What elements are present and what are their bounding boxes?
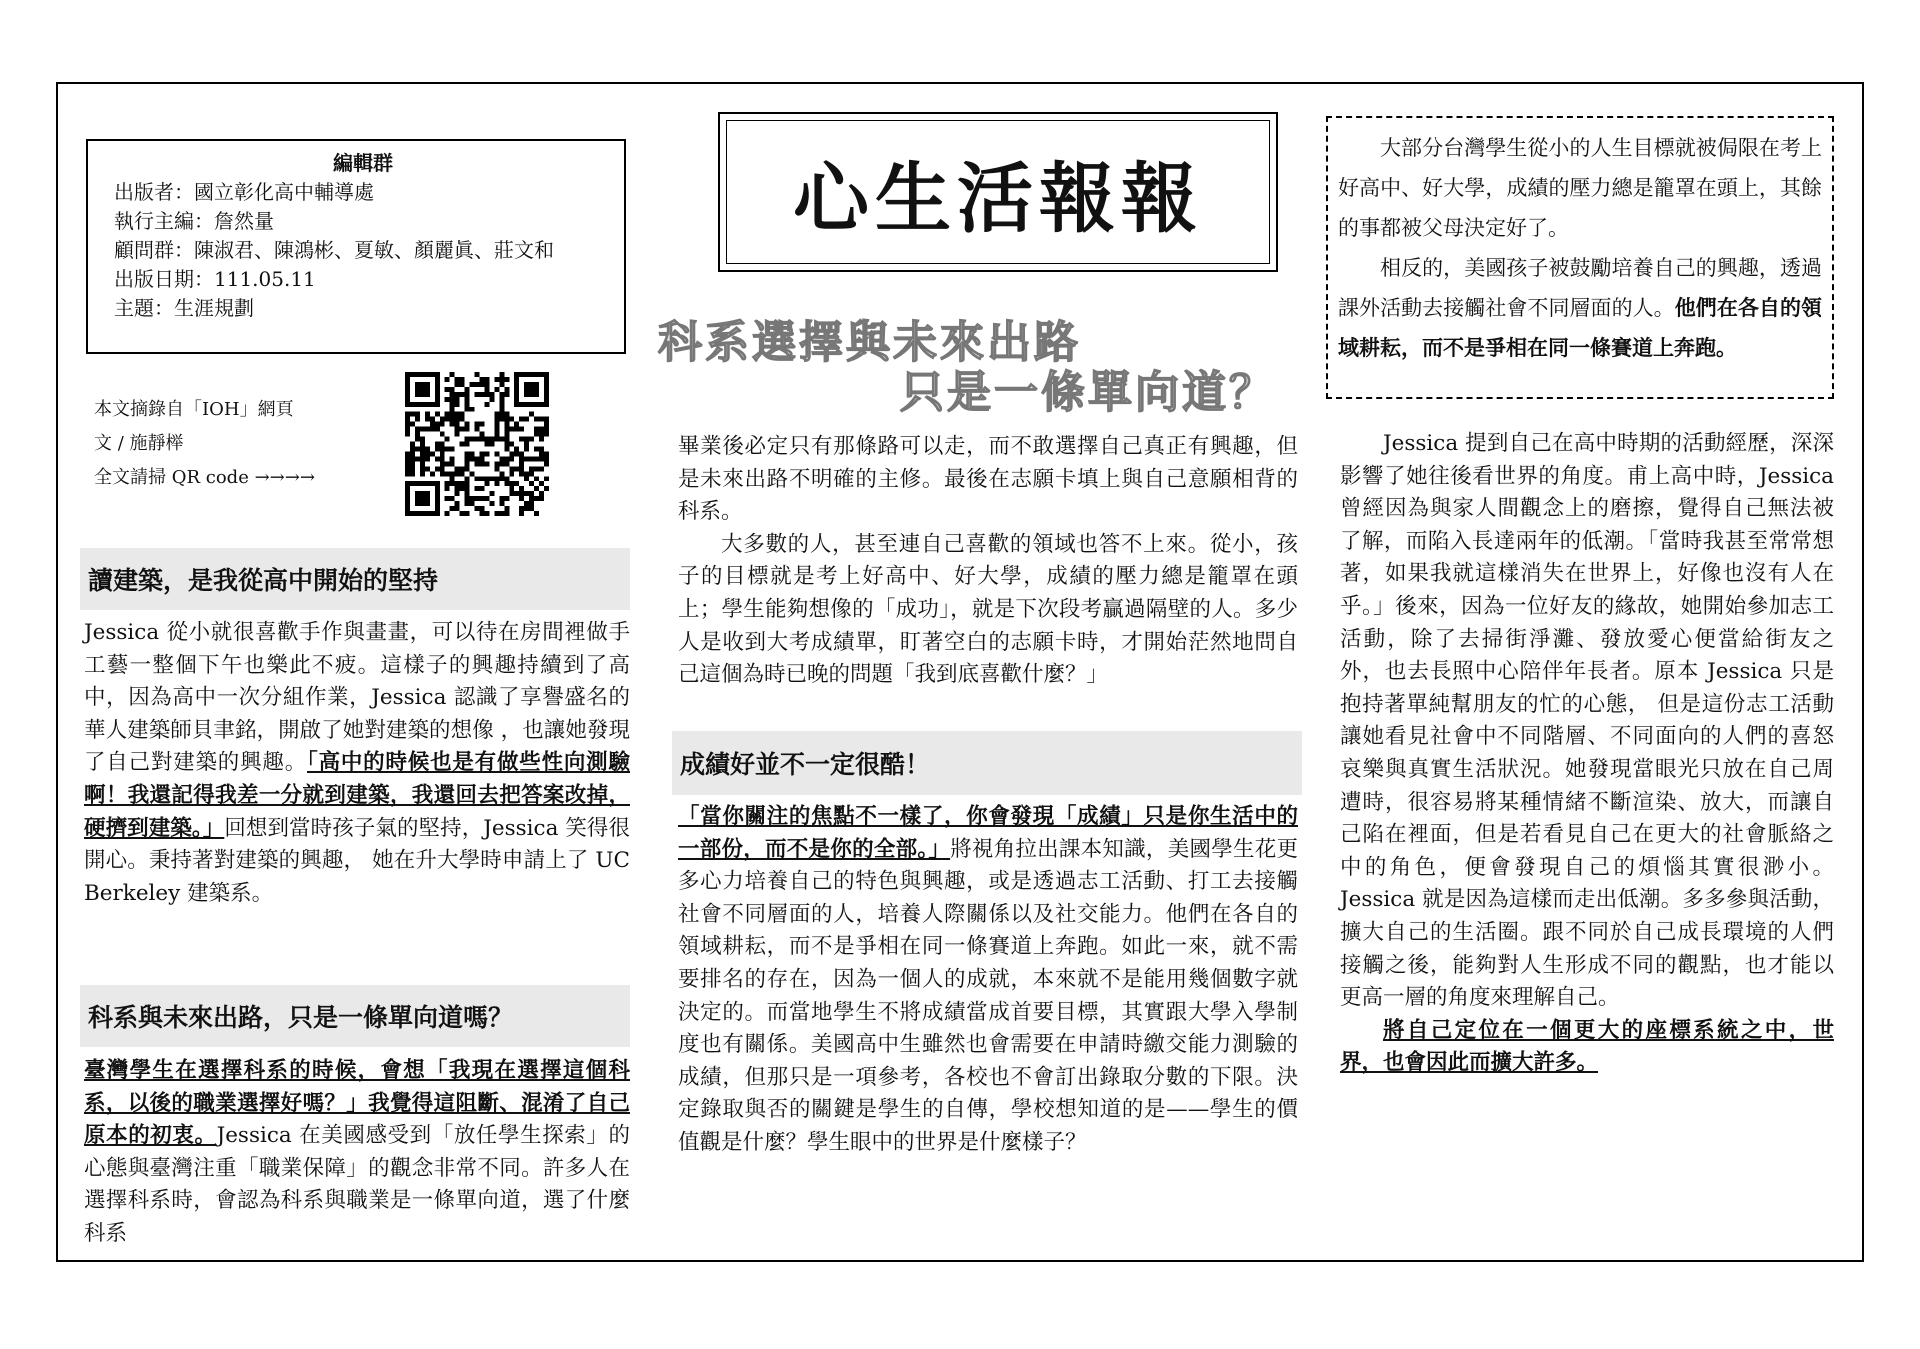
intro-text: 相反的，美國孩子被鼓勵培養自己的興趣，透過課外活動去接觸社會不同層面的人。 [1338, 256, 1822, 320]
source-line: 本文摘錄自「IOH」網頁 [94, 399, 294, 420]
editorial-line: 顧問群：陳淑君、陳鴻彬、夏敏、顏麗眞、莊文和 [114, 238, 554, 262]
section-heading: 成績好並不一定很酷！ [672, 731, 1302, 795]
section-body [678, 431, 1298, 692]
editorial-line: 執行主編：詹然量 [114, 209, 274, 233]
body-paragraph: 畢業後必定只有那條路可以走，而不敢選擇自己真正有興趣，但是未來出路不明確的主修。最後在志願卡填上與自己意願相背的科系。 [678, 434, 1298, 525]
masthead-title: 心生活報報 [726, 120, 1270, 264]
section-body [84, 617, 630, 910]
editorial-line: 出版者：國立彰化高中輔導處 [114, 180, 374, 204]
body-text: 回想到當時孩子氣的堅持，Jessica 笑得很開心。秉持著對建築的興趣， 她在升大學時申請上了 UC Berkeley 建築系。 [84, 815, 630, 906]
editorial-title: 編輯群 [333, 151, 393, 175]
author-line: 文 / 施靜榉 [94, 433, 184, 454]
section-body [84, 1055, 630, 1251]
qr-hint-line: 全文請掃 QR code →→→→ [94, 467, 315, 488]
body-paragraph: Jessica 提到自己在高中時期的活動經歷，深深影響了她往後看世界的角度。甫上高中時，Jessica 曾經因為與家人間觀念上的磨擦，覺得自己無法被了解，而陷入長達兩年的低潮。「當時我甚至常常想著，如果我就這樣消失在世界上，好像也沒有人在乎。」後來，因為一位好友的緣故，她開始參加志工活動，除了去掃街淨灘、發放愛心便當給街友之外，也去長照中心陪伴年長者。原本 Jessica 只是抱持著單純幫朋友的忙的心態， 但是這份志工活動讓她看見社會中不同階層、不同面向的人們的喜怒哀樂與真實生活狀況。她發現當眼光只放在自己周遭時，很容易將某種情緒不斷渲染、放大，而讓自己陷在裡面，但是若看見自己在更大的社會脈絡之中的角色，便會發現自己的煩惱其實很渺小。Jessica 就是因為這樣而走出低潮。多多參與活動，擴大自己的生活圈。跟不同於自己成長環境的人們接觸之後，能夠對人生形成不同的觀點，也才能以更高一層的角度來理解自己。 [1340, 431, 1834, 1011]
editorial-line: 出版日期：111.05.11 [114, 267, 316, 291]
masthead [718, 112, 1278, 272]
highlight-quote: 臺灣學生在選擇科系的時候，會想「我現在選擇這個科系，以後的職業選擇好嗎？」我覺得這阻斷、混淆了自己原本的初衷。 [84, 1058, 630, 1149]
highlight-quote: 「高中的時候也是有做些性向測驗啊！我還記得我差一分就到建築，我還回去把答案改掉，硬擠到建築。」 [84, 750, 630, 841]
intro-bold-text: 他們在各自的領域耕耘，而不是爭相在同一條賽道上奔跑。 [1338, 296, 1823, 360]
body-text: Jessica 在美國感受到「放任學生探索」的心態與臺灣注重「職業保障」的觀念非常不同。許多人在選擇科系時，會認為科系與職業是一條單向道，選了什麼科系 [84, 1123, 630, 1246]
section-body [678, 801, 1298, 1160]
section-heading: 讀建築，是我從高中開始的堅持 [80, 548, 630, 610]
highlight-quote: 「當你關注的焦點不一樣了，你會發現「成績」只是你生活中的一部份，而不是你的全部。」 [678, 804, 1298, 862]
article-title-line2: 只是一條單向道？ [900, 367, 1276, 418]
intro-box [1326, 116, 1834, 399]
section-heading: 科系與未來出路，只是一條單向道嗎？ [80, 985, 630, 1047]
qr-code-icon[interactable] [405, 372, 549, 516]
body-text: 將視角拉出課本知識，美國學生花更多心力培養自己的特色與興趣，或是透過志工活動、打工去接觸社會不同層面的人，培養人際關係以及社交能力。他們在各自的領域耕耘，而不是爭相在同一條賽道上奔跑。如此一來，就不需要排名的存在，因為一個人的成就，本來就不是能用幾個數字就決定的。而當地學生不將成績當成首要目標，其實跟大學入學制度也有關係。美國高中生雖然也會需要在申請時繳交能力測驗的成績，但那只是一項參考，各校也不會訂出錄取分數的下限。決定錄取與否的關鍵是學生的自傳，學校想知道的是——學生的價值觀是什麼？學生眼中的世界是什麼樣子？ [678, 836, 1298, 1155]
intro-paragraph: 大部分台灣學生從小的人生目標就被侷限在考上好高中、好大學，成績的壓力總是籠罩在頭上，其餘的事都被父母決定好了。 [1338, 136, 1822, 240]
article-title-line1: 科系選擇與未來出路 [658, 317, 1081, 368]
source-credit [94, 393, 315, 495]
body-paragraph: 大多數的人，甚至連自己喜歡的領域也答不上來。從小，孩子的目標就是考上好高中、好大學，成績的壓力總是籠罩在頭上；學生能夠想像的「成功」，就是下次段考贏過隔壁的人。多少人是收到大考成績單，盯著空白的志願卡時，才開始茫然地問自己這個為時已晚的問題「我到底喜歡什麼？」 [678, 531, 1298, 688]
closing-statement: 將自己定位在一個更大的座標系統之中，世界，也會因此而擴大許多。 [1340, 1017, 1834, 1076]
section-body [1340, 428, 1834, 1080]
body-text: Jessica 從小就很喜歡手作與畫畫，可以待在房間裡做手工藝一整個下午也樂此不疲。這樣子的興趣持續到了高中，因為高中一次分組作業，Jessica 認識了享譽盛名的華人建築師貝聿銘，開啟了她對建築的想像 ，也讓她發現了自己對建築的興趣。 [84, 620, 630, 776]
editorial-line: 主題：生涯規劃 [114, 296, 254, 320]
editorial-box [86, 139, 626, 354]
